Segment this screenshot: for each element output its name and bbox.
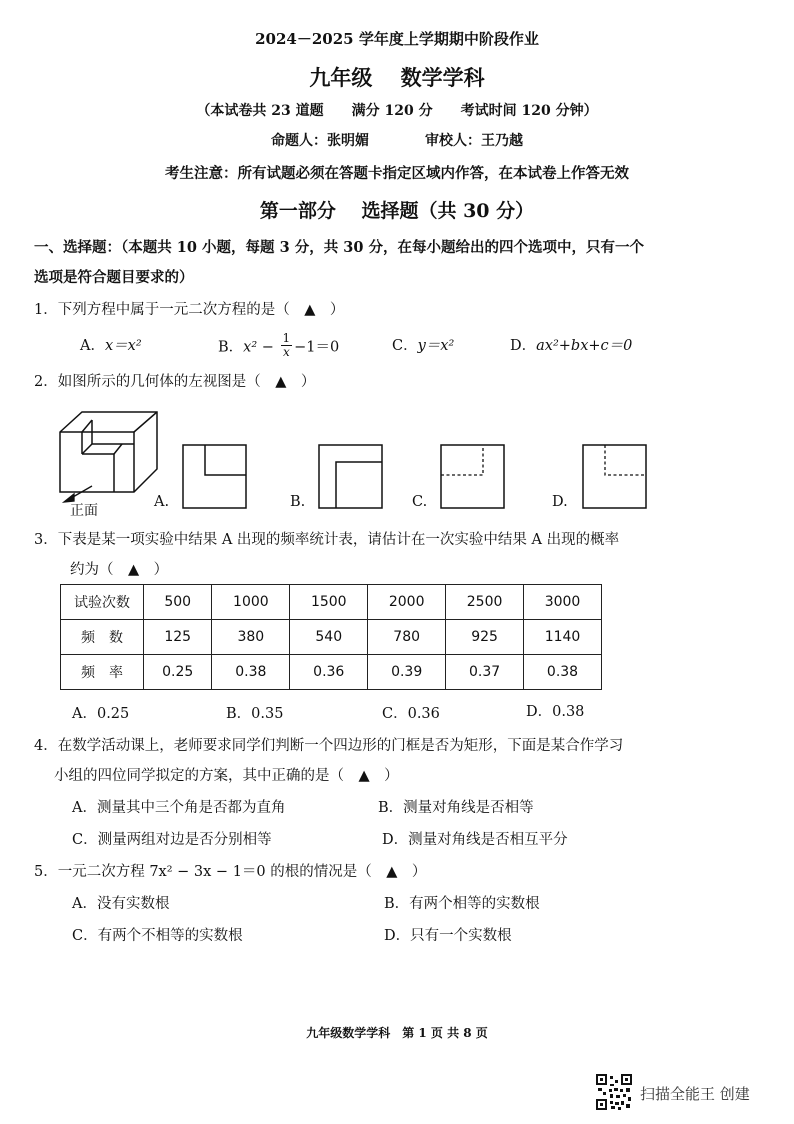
q5-option-b: B．有两个相等的实数根 (384, 896, 540, 912)
q1-option-a-label: A． (80, 338, 105, 354)
q2-option-a-view (180, 442, 252, 514)
q1-option-a (80, 334, 142, 355)
q1-option-b-post: −1＝0 (294, 339, 340, 356)
scanner-watermark: 扫描全能王 创建 (640, 1085, 750, 1103)
q2-option-b-view (316, 442, 388, 514)
table-cell: 125 (144, 620, 212, 655)
table-row (61, 620, 602, 655)
fraction-denominator: x (282, 345, 290, 359)
q1-option-d (510, 334, 632, 355)
q1-option-b-label: B． (218, 339, 244, 356)
frequency-table (60, 584, 602, 690)
table-cell: 0.36 (290, 655, 368, 690)
q4-stem-line2: 小组的四位同学拟定的方案，其中正确的是（ ▲ ） (54, 768, 399, 784)
q1-option-a-math: x＝x² (104, 338, 142, 354)
table-cell: 540 (290, 620, 368, 655)
qr-code-icon (596, 1074, 632, 1110)
table-cell: 2500 (446, 585, 524, 620)
q5-option-d: D．只有一个实数根 (384, 928, 512, 944)
table-cell: 1140 (524, 620, 602, 655)
q2-option-b-label: B. (290, 494, 306, 510)
table-row-header: 频 率 (61, 655, 144, 690)
table-cell: 0.38 (212, 655, 290, 690)
q2-option-d-label: D. (552, 494, 568, 510)
q2-option-c-label: C. (412, 494, 428, 510)
q1-option-b-pre: x² − (243, 339, 274, 356)
q3-stem-line1: 3．下表是某一项实验中结果 A 出现的频率统计表，请估计在一次实验中结果 A 出现的概率 (34, 532, 620, 548)
q2-solid-figure (52, 404, 162, 514)
table-cell: 0.37 (446, 655, 524, 690)
exam-title: 九年级 数学学科 (309, 65, 485, 90)
table-cell: 380 (212, 620, 290, 655)
q1-option-d-math: ax²+bx+c＝0 (536, 338, 633, 354)
table-cell: 0.38 (524, 655, 602, 690)
q3-option-a: A．0.25 (72, 706, 130, 722)
q1-option-c-math: y＝x² (417, 338, 455, 354)
table-row (61, 655, 602, 690)
q3-option-c: C．0.36 (382, 706, 440, 722)
page-footer: 九年级数学学科 第 1 页 共 8 页 (306, 1026, 488, 1040)
q4-option-d: D．测量对角线是否相互平分 (382, 832, 568, 848)
q4-stem-line1: 4．在数学活动课上，老师要求同学们判断一个四边形的门框是否为矩形，下面是某合作学习 (34, 738, 624, 754)
q2-option-c-view (438, 442, 510, 514)
q3-option-b: B．0.35 (226, 706, 284, 722)
table-row-header: 试验次数 (61, 585, 144, 620)
table-cell: 0.39 (368, 655, 446, 690)
table-cell: 0.25 (144, 655, 212, 690)
q5-option-c: C．有两个不相等的实数根 (72, 928, 243, 944)
q2-option-d-view (580, 442, 652, 514)
q3-stem-line2: 约为（ ▲ ） (70, 562, 169, 578)
part1-title: 第一部分 选择题（共 30 分） (259, 200, 535, 222)
fraction-numerator: 1 (282, 331, 291, 345)
table-cell: 780 (368, 620, 446, 655)
table-cell: 1000 (212, 585, 290, 620)
q5-option-a: A．没有实数根 (72, 896, 170, 912)
q1-stem: 1．下列方程中属于一元二次方程的是（ ▲ ） (34, 302, 345, 318)
table-cell: 500 (144, 585, 212, 620)
q1-option-d-label: D． (510, 338, 537, 354)
exam-author: 命题人：张明媚 审校人：王乃越 (271, 133, 523, 149)
q4-option-a: A．测量其中三个角是否都为直角 (72, 800, 286, 816)
exam-term: 2024－2025 学年度上学期期中阶段作业 (255, 30, 539, 48)
exam-info: （本试卷共 23 道题 满分 120 分 考试时间 120 分钟） (196, 103, 598, 119)
q2-front-label: 正面 (70, 503, 98, 519)
q1-option-c-label: C． (392, 338, 418, 354)
q3-option-d: D．0.38 (526, 704, 585, 720)
q2-option-a-label: A. (154, 494, 170, 510)
table-cell: 925 (446, 620, 524, 655)
table-cell: 1500 (290, 585, 368, 620)
q1-option-b (218, 331, 340, 361)
table-row (61, 585, 602, 620)
q5-stem: 5．一元二次方程 7x² − 3x − 1＝0 的根的情况是（ ▲ ） (34, 864, 427, 880)
exam-notice: 考生注意：所有试题必须在答题卡指定区域内作答，在本试卷上作答无效 (165, 165, 629, 182)
part1-intro-line1: 一、选择题：（本题共 10 小题，每题 3 分，共 30 分，在每小题给出的四个选项中，只有一个 (34, 239, 644, 256)
table-cell: 2000 (368, 585, 446, 620)
q1-option-b-fraction (281, 332, 293, 359)
q1-option-c (392, 334, 454, 355)
part1-intro-line2: 选项是符合题目要求的） (34, 269, 194, 286)
table-row-header: 频 数 (61, 620, 144, 655)
q4-option-b: B．测量对角线是否相等 (378, 800, 534, 816)
table-cell: 3000 (524, 585, 602, 620)
q2-stem: 2．如图所示的几何体的左视图是（ ▲ ） (34, 374, 316, 390)
q4-option-c: C．测量两组对边是否分别相等 (72, 832, 272, 848)
